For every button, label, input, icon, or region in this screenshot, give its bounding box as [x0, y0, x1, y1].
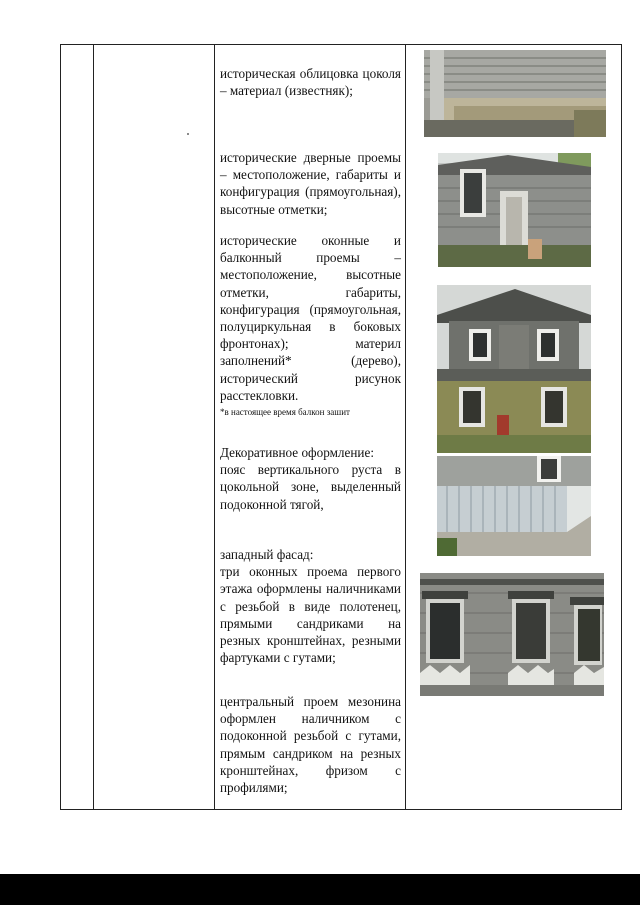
row-text-doors: [220, 149, 401, 218]
plinth-photo: [424, 50, 606, 137]
west-facade-heading: западный фасад:: [220, 547, 314, 562]
row-text-windows: [220, 232, 401, 418]
windows-text: исторические оконные и балконный проемы – местоположение, высотные отметки, габариты, конфигурация (прямоугольная, полуциркульная в боковых фронтонах); материл заполнений* (дерево), исторический рисунок расстекловки.: [220, 233, 401, 403]
door-photo: [438, 153, 591, 267]
rustication-photo: [437, 456, 591, 556]
balcony-note: *в настоящее время балкон зашит: [220, 407, 350, 418]
column-divider-3: [405, 44, 406, 810]
west-facade-text: три оконных проема первого этажа оформлены наличниками с резьбой в виде полотенец, прямыми сандриками на резных кронштейнах, резными фартуками с гутами;: [220, 564, 401, 666]
column-divider-1: [93, 44, 94, 810]
row-text-west-facade: [220, 546, 401, 666]
decor-heading: Декоративное оформление:: [220, 445, 374, 460]
doors-text: исторические дверные проемы – местоположение, габариты и конфигурация (прямоугольная), высотные отметки;: [220, 150, 401, 217]
row-text-decor: [220, 444, 401, 513]
column-divider-2: [214, 44, 215, 810]
decor-text: пояс вертикального руста в цокольной зоне, выделенный подоконной тягой,: [220, 462, 401, 512]
mezzanine-text: центральный проем мезонина оформлен наличником с подоконной резьбой с гутами, прямым сандриком на резных кронштейнах, фризом с профилями;: [220, 694, 401, 796]
row-text-plinth: [220, 65, 401, 99]
plinth-text: историческая облицовка цоколя – материал (известняк);: [220, 66, 401, 99]
west-facade-windows-photo: [420, 573, 604, 696]
mezzanine-facade-photo: [437, 285, 591, 453]
row-text-mezzanine: [220, 693, 401, 796]
scan-speck: [187, 133, 189, 135]
scan-border-bottom: [0, 874, 640, 905]
